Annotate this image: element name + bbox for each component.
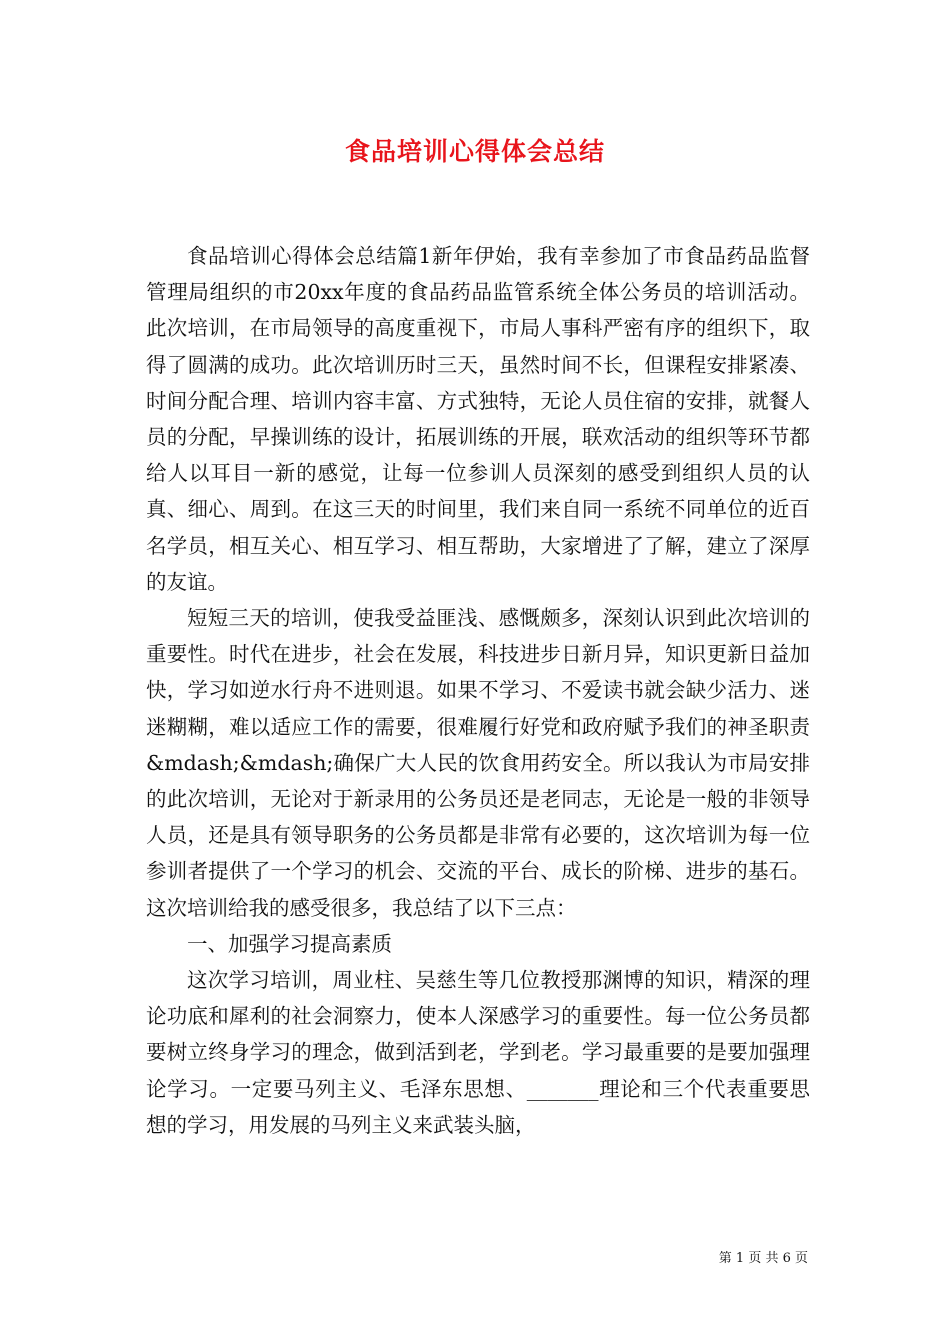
page-title: 食品培训心得体会总结	[344, 137, 605, 166]
paragraph-intro: 食品培训心得体会总结篇1新年伊始，我有幸参加了市食品药品监督管理局组织的市20xx年度的食品药品监管系统全体公务员的培训活动。此次培训，在市局领导的高度重视下，市局人事科严密有序的组织下，取得了圆满的成功。此次培训历时三天，虽然时间不长，但课程安排紧凑、时间分配合理、培训内容丰富、方式独特，无论人员住宿的安排，就餐人员的分配，早操训练的设计，拓展训练的开展，联欢活动的组织等环节都给人以耳目一新的感觉，让每一位参训人员深刻的感受到组织人员的认真、细心、周到。在这三天的时间里，我们来自同一系统不同单位的近百名学员，相互关心、相互学习、相互帮助，大家增进了了解，建立了深厚的友谊。	[146, 244, 810, 594]
section-heading: 一、加强学习提高素质	[187, 931, 392, 956]
paragraph-importance: 短短三天的培训，使我受益匪浅、感慨颇多，深刻认识到此次培训的重要性。时代在进步，社会在发展，科技进步日新月异，知识更新日益加快，学习如逆水行舟不进则退。如果不学习、不爱读书就会缺少活力、迷迷糊糊，难以适应工作的需要，很难履行好党和政府赋予我们的神圣职责&mdash;&mdash;确保广大人民的饮食用药安全。所以我认为市局安排的此次培训，无论对于新录用的公务员还是老同志，无论是一般的非领导人员，还是具有领导职务的公务员都是非常有必要的，这次培训为每一位参训者提供了一个学习的机会、交流的平台、成长的阶梯、进步的基石。这次培训给我的感受很多，我总结了以下三点：	[146, 606, 810, 920]
document-body	[146, 238, 810, 1143]
page-number: 第 1 页 共 6 页	[718, 1251, 808, 1266]
paragraph-study: 这次学习培训，周业柱、吴慈生等几位教授那渊博的知识，精深的理论功底和犀利的社会洞察力，使本人深感学习的重要性。每一位公务员都要树立终身学习的理念，做到活到老，学到老。学习最重要的是要加强理论学习。一定要马列主义、毛泽东思想、_______理论和三个代表重要思想的学习，用发展的马列主义来武装头脑，	[146, 968, 810, 1137]
